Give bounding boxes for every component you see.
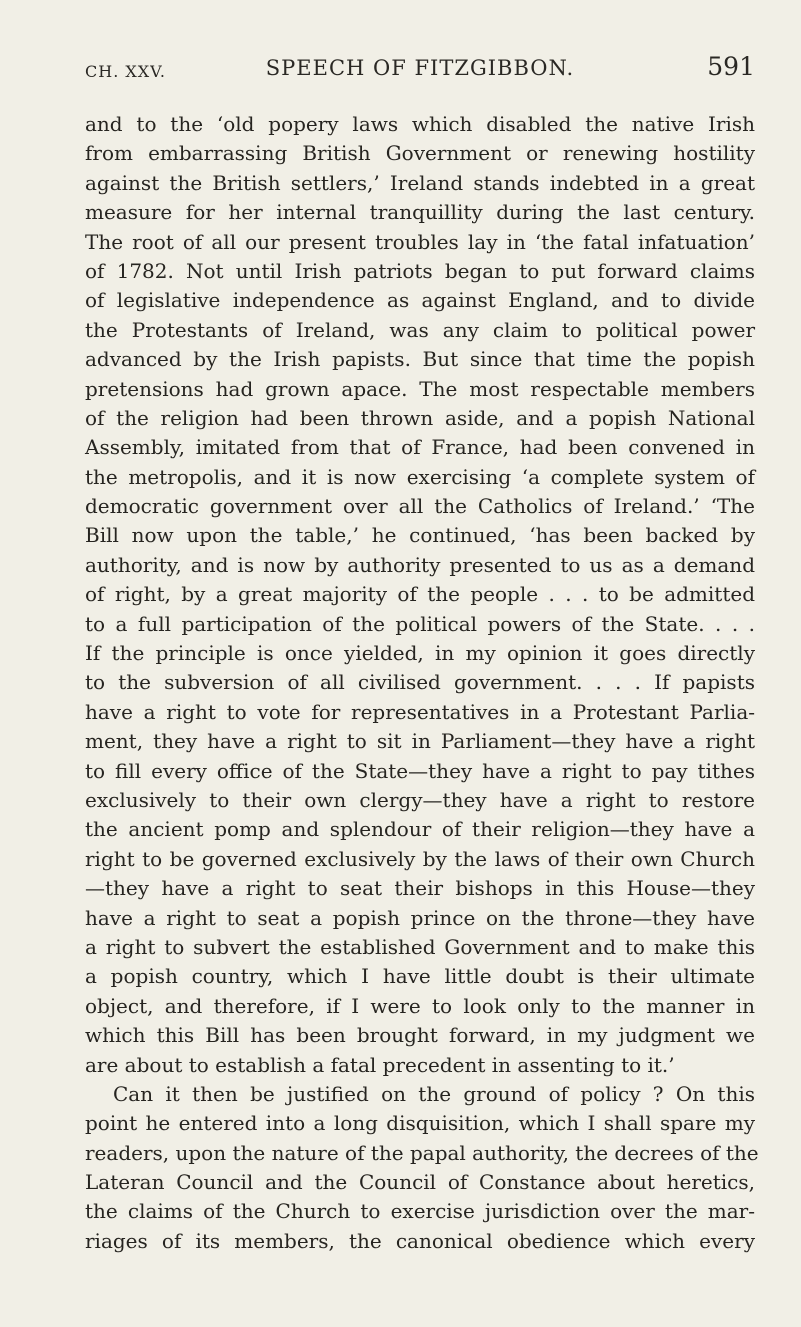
text-line: Bill now upon the table,’ he continued, ‘has been backed by (85, 523, 755, 548)
text-line: and to the ‘old popery laws which disabled the native Irish (85, 112, 755, 136)
text-line: of right, by a great majority of the people . . . to be admitted (85, 582, 755, 607)
page-header (85, 52, 755, 88)
text-line: to a full participation of the political powers of the State. . . . (85, 611, 755, 636)
text-line: authority, and is now by authority presented to us as a demand (85, 552, 755, 577)
text-line: against the British settlers,’ Ireland stands indebted in a great (85, 170, 755, 195)
text-line: The root of all our present troubles lay in ‘the fatal infatuation’ (85, 229, 755, 254)
text-line: democratic government over all the Catholics of Ireland.’ ‘The (85, 494, 755, 519)
text-line: of legislative independence as against England, and to divide (85, 288, 755, 313)
text-line: the claims of the Church to exercise jurisdiction over the mar- (85, 1199, 755, 1224)
text-line: a right to subvert the established Government and to make this (85, 934, 755, 959)
text-line: exclusively to their own clergy—they have a right to restore (85, 787, 755, 812)
text-line: object, and therefore, if I were to look only to the manner in (85, 993, 755, 1018)
text-line: riages of its members, the canonical obedience which every (85, 1228, 755, 1253)
body-text (85, 110, 759, 1256)
text-line: which this Bill has been brought forward, in my judgment we (85, 1023, 755, 1048)
text-line: to the subversion of all civilised government. . . . If papists (85, 670, 755, 695)
text-line: have a right to vote for representatives in a Protestant Parlia- (85, 699, 755, 724)
text-line: Can it then be justified on the ground of policy ? On this (113, 1081, 755, 1106)
page-number: 591 (707, 52, 755, 81)
text-line: Lateran Council and the Council of Constance about heretics, (85, 1170, 755, 1195)
text-line: measure for her internal tranquillity during the last century. (85, 200, 755, 225)
text-line: from embarrassing British Government or renewing hostility (85, 141, 755, 166)
text-line: the ancient pomp and splendour of their religion—they have a (85, 817, 755, 842)
text-line: the metropolis, and it is now exercising ‘a complete system of (85, 464, 755, 489)
text-line: right to be governed exclusively by the laws of their own Church (85, 846, 755, 871)
text-line: of the religion had been thrown aside, and a popish National (85, 405, 755, 430)
text-line: a popish country, which I have little doubt is their ultimate (85, 964, 755, 989)
text-line: to fill every office of the State—they have a right to pay tithes (85, 758, 755, 783)
text-line: —they have a right to seat their bishops in this House—they (85, 876, 755, 901)
text-line: point he entered into a long disquisition, which I shall spare my (85, 1111, 755, 1136)
text-line: readers, upon the nature of the papal authority, the decrees of the (85, 1140, 759, 1165)
text-line: of 1782. Not until Irish patriots began to put forward claims (85, 258, 755, 283)
text-line: ment, they have a right to sit in Parliament—they have a right (85, 729, 755, 754)
text-line: the Protestants of Ireland, was any claim to political power (85, 317, 755, 342)
text-line: are about to establish a fatal precedent in assenting to it.’ (85, 1052, 675, 1077)
text-line: Assembly, imitated from that of France, had been convened in (85, 435, 755, 460)
running-title: SPEECH OF FITZGIBBON. (265, 56, 575, 80)
text-line: advanced by the Irish papists. But since that time the popish (85, 347, 755, 372)
text-line: have a right to seat a popish prince on the throne—they have (85, 905, 755, 930)
text-line: If the principle is once yielded, in my opinion it goes directly (85, 641, 755, 666)
chapter-label: CH. XXV. (85, 62, 166, 81)
text-line: pretensions had grown apace. The most respectable members (85, 376, 755, 401)
